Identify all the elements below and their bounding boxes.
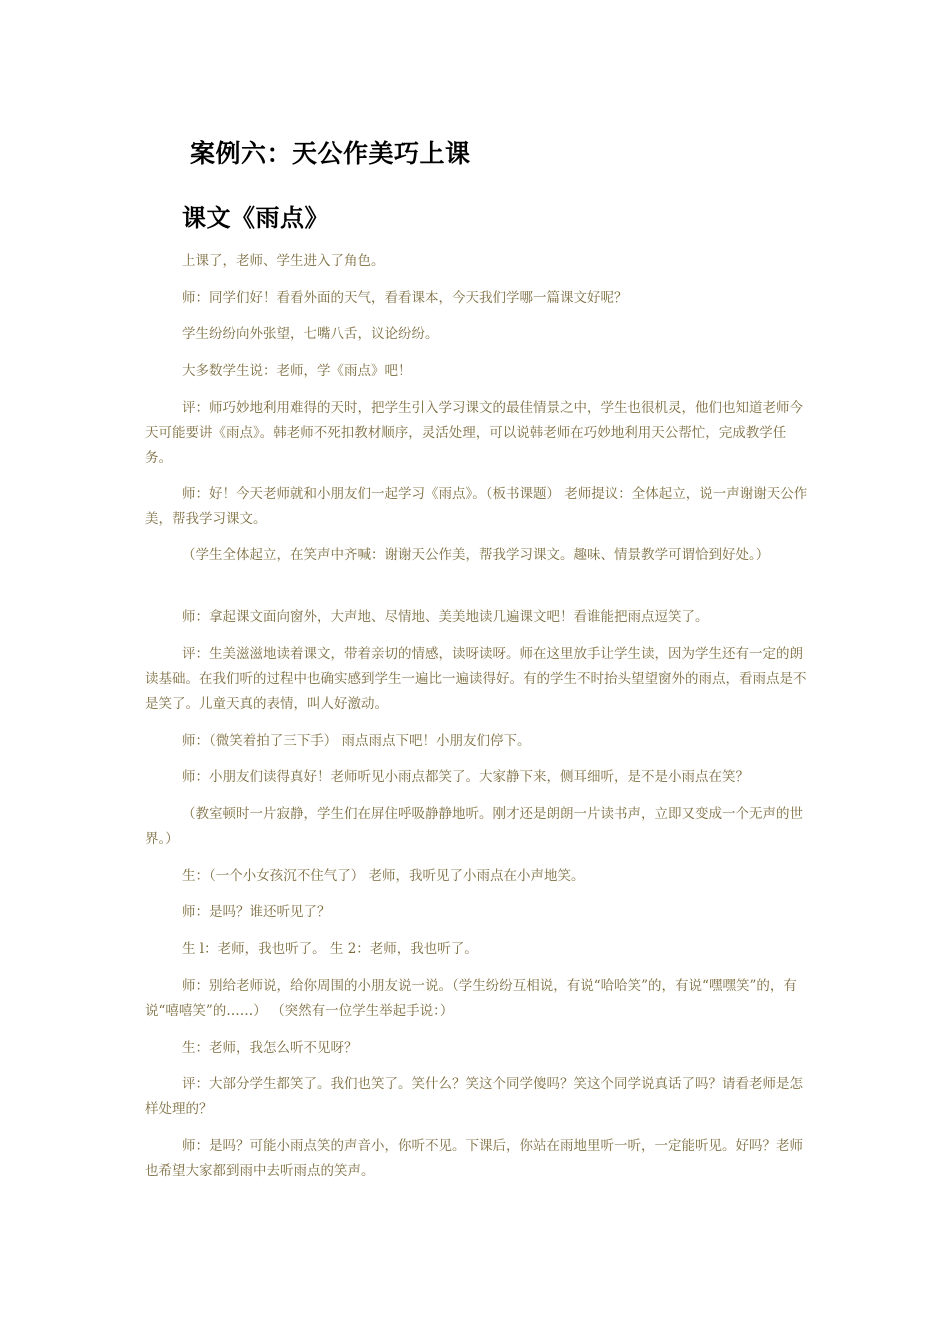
paragraph: 师：小朋友们读得真好！老师听见小雨点都笑了。大家静下来，侧耳细听，是不是小雨点在笑？ [182,769,749,785]
paragraph: 师：别给老师说，给你周围的小朋友说一说。（学生纷纷互相说，有说“哈哈笑”的，有说“嘿嘿笑”的，有说“嘻嘻笑”的……） （突然有一位学生举起手说：） [145,978,797,1019]
paragraph: （教室顿时一片寂静，学生们在屏住呼吸静静地听。刚才还是朗朗一片读书声，立即又变成一个无声的世界。） [145,806,803,847]
paragraph: 生：老师，我怎么听不见呀？ [182,1040,358,1056]
paragraph: 师：拿起课文面向窗外，大声地、尽情地、美美地读几遍课文吧！看谁能把雨点逗笑了。 [182,609,709,625]
paragraph: 师：（微笑着拍了三下手） 雨点雨点下吧！小朋友们停下。 [182,733,531,749]
paragraph: 评：大部分学生都笑了。我们也笑了。笑什么？笑这个同学傻吗？笑这个同学说真话了吗？请看老师是怎样处理的？ [145,1076,803,1117]
paragraph: （学生全体起立，在笑声中齐喊：谢谢天公作美，帮我学习课文。趣味、情景教学可谓恰到好处。） [182,547,770,563]
paragraph: 师：同学们好！看看外面的天气，看看课本，今天我们学哪一篇课文好呢？ [182,290,628,306]
lesson-subtitle: 课文《雨点》 [182,203,329,232]
case-title: 案例六：天公作美巧上课 [190,139,471,168]
paragraph: 师：好！今天老师就和小朋友们一起学习《雨点》。（板书课题） 老师提议：全体起立，说一声谢谢天公作美，帮我学习课文。 [145,486,808,527]
paragraph: 生：（一个小女孩沉不住气了） 老师，我听见了小雨点在小声地笑。 [182,868,585,884]
paragraph: 评：师巧妙地利用难得的天时，把学生引入学习课文的最佳情景之中，学生也很机灵，他们也知道老师今天可能要讲《雨点》。韩老师不死扣教材顺序，灵活处理，可以说韩老师在巧妙地利用天公帮忙，完成教学任务。 [145,400,803,466]
paragraph: 生 l：老师，我也听了。 生 2：老师，我也听了。 [182,941,478,957]
paragraph: 师：是吗？谁还听见了？ [182,904,331,920]
paragraph: 上课了，老师、学生进入了角色。 [182,253,385,269]
paragraph: 评：生美滋滋地读着课文，带着亲切的情感，读呀读呀。师在这里放手让学生读，因为学生还有一定的朗读基础。在我们听的过程中也确实感到学生一遍比一遍读得好。有的学生不时抬头望望窗外的雨点，看雨点是不是笑了。儿童天真的表情，叫人好激动。 [145,646,807,712]
paragraph: 大多数学生说：老师，学《雨点》吧！ [182,363,412,379]
paragraph: 学生纷纷向外张望，七嘴八舌，议论纷纷。 [182,326,439,342]
paragraph: 师：是吗？可能小雨点笑的声音小，你听不见。下课后，你站在雨地里听一听，一定能听见。好吗？老师也希望大家都到雨中去听雨点的笑声。 [145,1138,803,1179]
